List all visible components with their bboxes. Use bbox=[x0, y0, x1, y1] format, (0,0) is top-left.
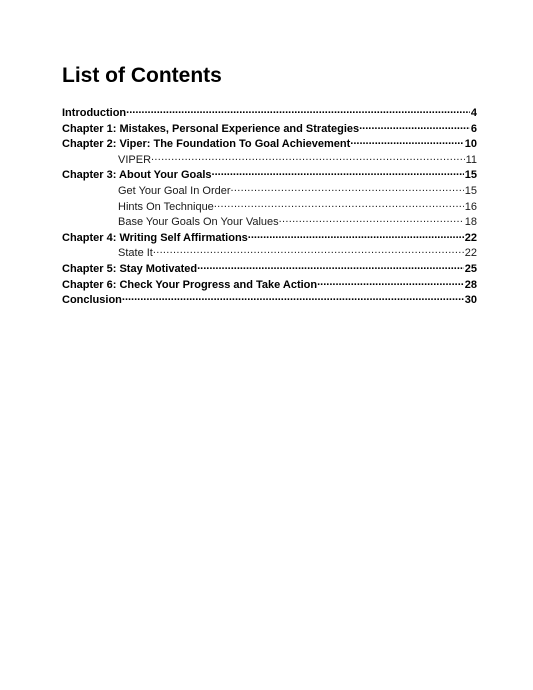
toc-entry-label: Base Your Goals On Your Values bbox=[118, 216, 279, 229]
toc-entry-label: Chapter 2: Viper: The Foundation To Goal Achievement bbox=[62, 138, 351, 151]
dot-leader bbox=[212, 166, 464, 178]
toc-entry-label: Introduction bbox=[62, 107, 127, 119]
toc-entry-label: State It bbox=[118, 247, 153, 260]
page-title: List of Contents bbox=[62, 64, 222, 87]
dot-leader bbox=[317, 276, 464, 288]
toc-page-number: 22 bbox=[464, 231, 477, 244]
toc-entry-label: Hints On Technique bbox=[118, 200, 214, 213]
table-of-contents bbox=[62, 104, 477, 307]
toc-page-number: 16 bbox=[464, 200, 477, 213]
dot-leader bbox=[279, 213, 464, 225]
dot-leader bbox=[248, 229, 464, 241]
dot-leader bbox=[214, 198, 464, 210]
toc-chapter-entry bbox=[62, 104, 477, 120]
dot-leader bbox=[231, 182, 464, 194]
toc-page-number: 28 bbox=[464, 278, 477, 291]
toc-section-entry bbox=[62, 151, 477, 167]
toc-section-entry bbox=[62, 198, 477, 214]
toc-entry-label: Chapter 3: About Your Goals bbox=[62, 169, 212, 182]
toc-page-number: 15 bbox=[464, 169, 477, 182]
toc-page-number: 11 bbox=[465, 153, 477, 166]
dot-leader bbox=[126, 104, 470, 116]
toc-entry-label: Get Your Goal In Order bbox=[118, 184, 231, 197]
toc-page-number: 15 bbox=[464, 184, 477, 197]
toc-page-number: 4 bbox=[470, 107, 477, 119]
toc-chapter-entry bbox=[62, 135, 477, 151]
toc-chapter-entry bbox=[62, 120, 477, 136]
toc-entry-label: Chapter 4: Writing Self Affirmations bbox=[62, 231, 248, 244]
toc-chapter-entry bbox=[62, 276, 477, 292]
toc-page-number: 22 bbox=[464, 247, 477, 260]
toc-page-number: 10 bbox=[464, 138, 477, 151]
toc-page-number: 30 bbox=[464, 294, 477, 307]
dot-leader bbox=[153, 244, 464, 256]
toc-section-entry bbox=[62, 213, 477, 229]
toc-entry-label: Chapter 6: Check Your Progress and Take Action bbox=[62, 278, 318, 291]
toc-chapter-entry bbox=[62, 260, 477, 276]
toc-entry-label: Conclusion bbox=[62, 294, 122, 307]
toc-section-entry bbox=[62, 244, 477, 260]
toc-page-number: 18 bbox=[464, 216, 477, 229]
dot-leader bbox=[151, 151, 465, 163]
toc-chapter-entry bbox=[62, 291, 477, 307]
toc-entry-label: VIPER bbox=[118, 153, 152, 166]
toc-entry-label: Chapter 1: Mistakes, Personal Experience and Strategies bbox=[62, 122, 360, 135]
toc-page-number: 25 bbox=[464, 262, 477, 275]
toc-section-entry bbox=[62, 182, 477, 198]
toc-chapter-entry bbox=[62, 229, 477, 245]
toc-entry-label: Chapter 5: Stay Motivated bbox=[62, 262, 198, 275]
toc-chapter-entry bbox=[62, 166, 477, 182]
toc-page-number: 6 bbox=[470, 122, 477, 135]
dot-leader bbox=[197, 260, 464, 272]
dot-leader bbox=[350, 135, 463, 147]
dot-leader bbox=[359, 120, 470, 132]
dot-leader bbox=[122, 291, 464, 303]
